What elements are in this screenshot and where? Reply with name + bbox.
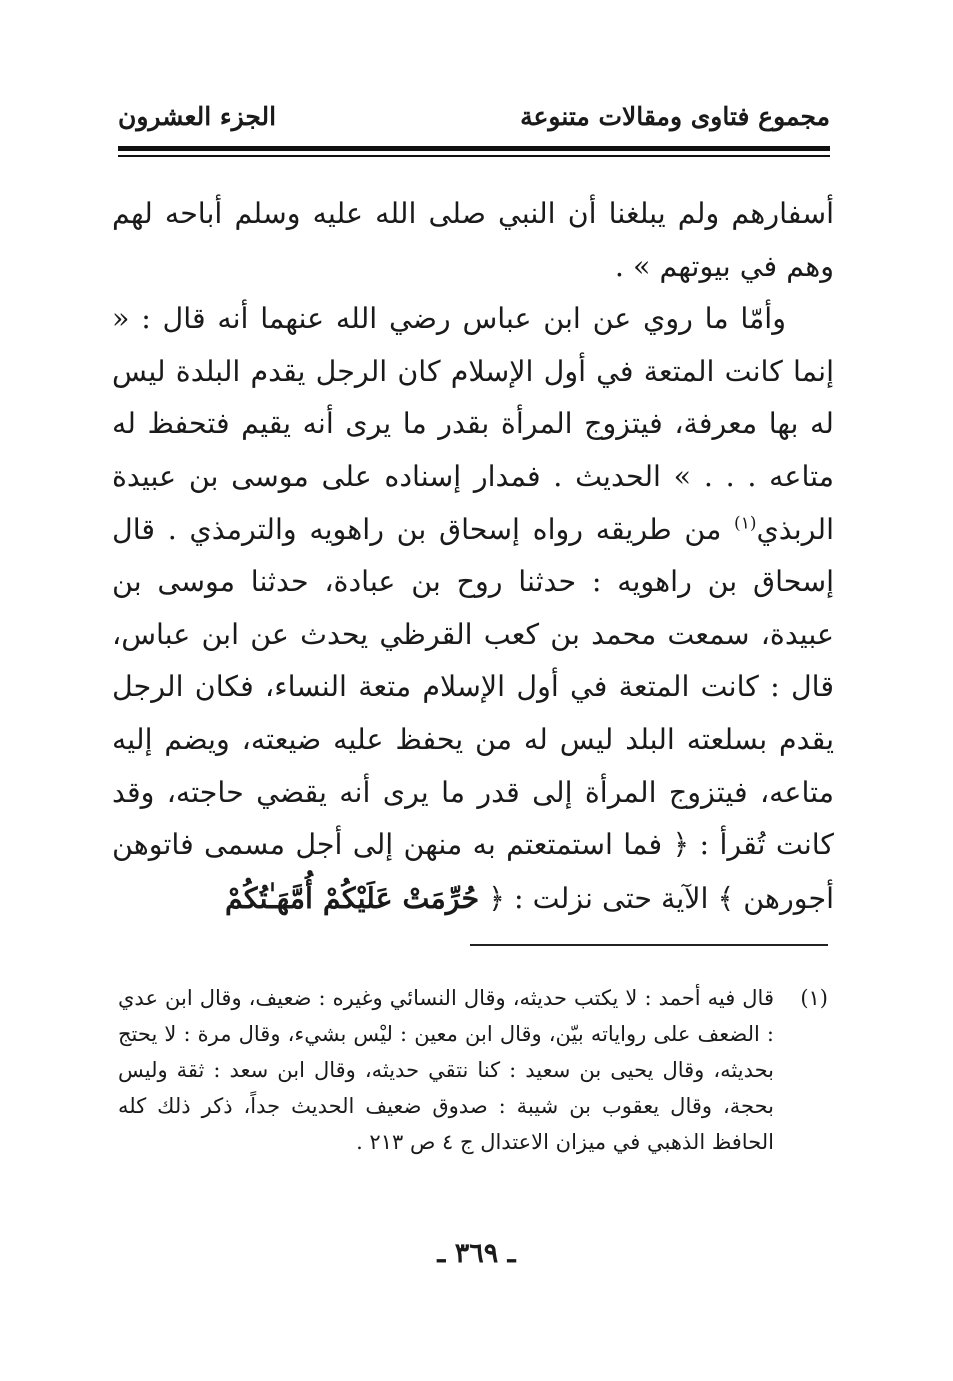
paragraph-2-part-2: من طريقه رواه إسحاق بن راهويه والترمذي . قال إسحاق بن راهويه : حدثنا روح بن عبادة، حدثنا موسى بن عبيدة، سمعت محمد بن كعب القرظي يحدث عن ابن عباس، قال : كانت المتعة في أول الإسلام متعة النساء، فكان الرجل يقدم بسلعته البلد ليس له من يحفظ عليه ضيعته، ويضم إليه متاعه، فيتزوج المرأة إلى قدر ما يرى أنه يقضي حاجته، وقد كانت تُقرأ : ﴿ فما استمتعتم به منهن إلى أجل مسمى فاتوهن أجورهن ﴾ الآية حتى نزلت : ﴿ <box>112 512 834 915</box>
footnote-text: قال فيه أحمد : لا يكتب حديثه، وقال النسائي وغيره : ضعيف، وقال ابن عدي : الضعف على رواياته بيّن، وقال ابن معين : ليْس بشيء، وقال مرة : لا يحتج بحديثه، وقال يحيى بن سعيد : كنا نتقي حديثه، وقال ابن سعد : ثقة وليس بحجة، وقال يعقوب بن شيبة : صدوق ضعيف الحديث جداً، ذكر ذلك كله الحافظ الذهبي في ميزان الاعتدال ج ٤ ص ٢١٣ . <box>118 986 774 1154</box>
footnote <box>118 980 828 1160</box>
book-title: مجموع فتاوى ومقالات متنوعة <box>520 102 830 131</box>
footnote-reference: (١) <box>734 513 757 534</box>
header-rule-thick <box>118 146 830 151</box>
footnote-number: (١) <box>800 986 828 1010</box>
header-rule-thin <box>118 155 830 157</box>
running-header <box>118 100 830 140</box>
page-number: ـ ٣٦٩ ـ <box>437 1238 516 1269</box>
volume-title: الجزء العشرون <box>118 102 277 131</box>
quran-verse: حُرِّمَتْ عَلَيْكُمْ أُمَّهَـٰتُكُمْ <box>224 880 480 915</box>
main-text <box>112 188 834 925</box>
paragraph-2 <box>112 293 834 925</box>
footnote-separator <box>470 944 828 946</box>
paragraph-1: أسفارهم ولم يبلغنا أن النبي صلى الله عليه وسلم أباحه لهم وهم في بيوتهم » . <box>112 197 834 283</box>
paragraph-2-part-1: وأمّا ما روي عن ابن عباس رضي الله عنهما أنه قال : « إنما كانت المتعة في أول الإسلام كان الرجل يقدم البلدة ليس له بها معرفة، فيتزوج المرأة بقدر ما يرى أنه يقيم فتحفظ له متاعه . . . » الحديث . فمدار إسناده على موسى بن عبيدة الربذي <box>112 302 834 546</box>
